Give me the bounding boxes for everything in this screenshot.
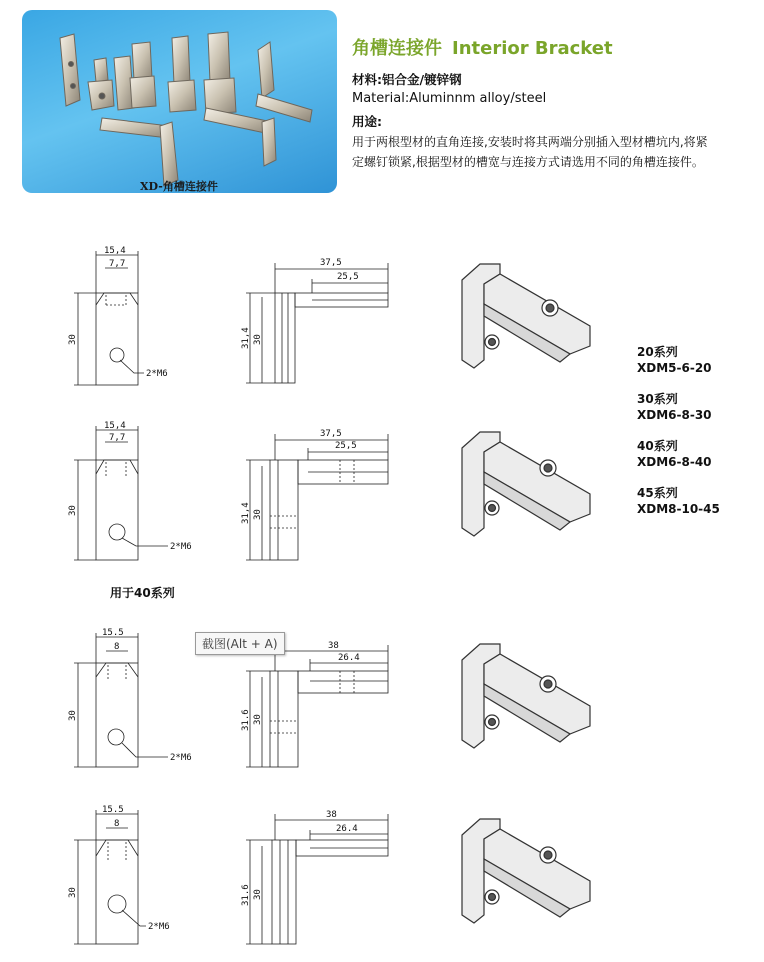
dim-front-height: 30 (68, 505, 78, 516)
dim-side-total: 38 (328, 641, 339, 651)
dim-side-total: 37,5 (320, 429, 342, 439)
dim-front-height: 30 (68, 887, 78, 898)
dim-side-inner: 26.4 (336, 824, 358, 834)
dim-front-inner: 8 (114, 642, 120, 652)
usage-line-1: 用于两根型材的直角连接,安装时将其两端分别插入型材槽坑内,将紧 (352, 135, 708, 149)
side-view-drawing (240, 420, 410, 570)
side-view-drawing (240, 800, 410, 950)
dim-screw: 2*M6 (148, 922, 170, 932)
dim-front-width: 15,4 (104, 421, 126, 431)
material-cn: 材料:铝合金/镀锌钢 (352, 72, 462, 87)
dim-front-width: 15,4 (104, 246, 126, 256)
dim-screw: 2*M6 (170, 753, 192, 763)
dim-side-height: 31,4 (241, 502, 251, 524)
dim-side-inner-height: 30 (253, 714, 263, 725)
front-view-drawing (60, 420, 200, 570)
material-en: Material:Aluminnm alloy/steel (352, 91, 547, 106)
series-code: XDM8-10-45 (637, 502, 720, 516)
dim-side-height: 31,4 (241, 327, 251, 349)
screenshot-tooltip: 截图(Alt + A) (195, 632, 285, 655)
dim-front-inner: 7,7 (109, 433, 126, 443)
dim-front-inner: 7,7 (109, 259, 126, 269)
series-name: 45系列 (637, 486, 678, 500)
dim-side-inner-height: 30 (253, 509, 263, 520)
dim-side-inner-height: 30 (253, 334, 263, 345)
usage-label: 用途: (352, 114, 382, 129)
front-view-drawing (60, 245, 200, 395)
dim-side-inner: 25,5 (337, 272, 359, 282)
dim-front-height: 30 (68, 334, 78, 345)
side-view-drawing (240, 245, 410, 395)
front-view-drawing (60, 800, 200, 950)
dim-side-inner: 26.4 (338, 653, 360, 663)
series-name: 40系列 (637, 439, 678, 453)
series-item (637, 344, 712, 376)
bracket-3d-render (440, 418, 600, 548)
series-name: 30系列 (637, 392, 678, 406)
section-label: 用于40系列 (110, 586, 175, 600)
bracket-3d-render (440, 630, 600, 760)
brackets-illustration (22, 10, 337, 193)
dim-front-inner: 8 (114, 819, 120, 829)
dim-side-total: 38 (326, 810, 337, 820)
series-item (637, 485, 720, 517)
product-photo (22, 10, 337, 193)
dim-screw: 2*M6 (170, 542, 192, 552)
dim-side-inner: 25,5 (335, 441, 357, 451)
page-title (352, 34, 613, 60)
dim-side-total: 37,5 (320, 258, 342, 268)
dim-screw: 2*M6 (146, 369, 168, 379)
photo-caption: XD-角槽连接件 (140, 180, 218, 193)
dim-front-height: 30 (68, 710, 78, 721)
series-code: XDM6-8-30 (637, 408, 712, 422)
dim-side-height: 31.6 (241, 709, 251, 731)
dim-front-width: 15.5 (102, 805, 124, 815)
bracket-3d-render (440, 250, 600, 380)
title-en: Interior Bracket (452, 38, 613, 59)
series-item (637, 391, 712, 423)
dim-side-inner-height: 30 (253, 889, 263, 900)
dim-front-width: 15.5 (102, 628, 124, 638)
series-code: XDM5-6-20 (637, 361, 712, 375)
dim-side-height: 31.6 (241, 884, 251, 906)
series-name: 20系列 (637, 345, 678, 359)
title-cn: 角槽连接件 (352, 38, 442, 59)
series-item (637, 438, 712, 470)
bracket-3d-render (440, 805, 600, 935)
front-view-drawing (60, 625, 200, 775)
usage-line-2: 定螺钉锁紧,根据型材的槽宽与连接方式请选用不同的角槽连接件。 (352, 155, 704, 169)
series-code: XDM6-8-40 (637, 455, 712, 469)
